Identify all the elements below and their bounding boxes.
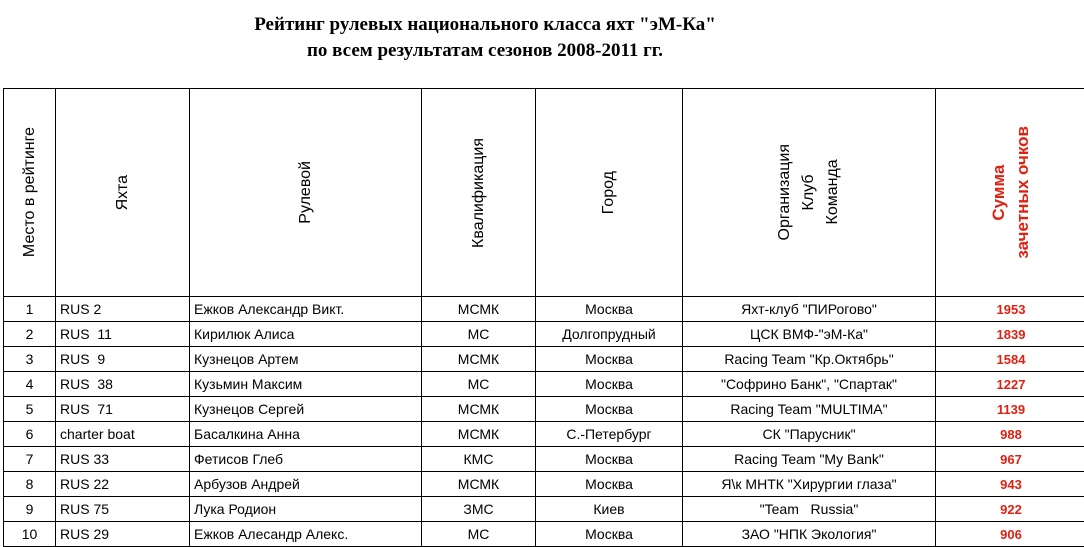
cell-points: 943: [936, 472, 1084, 497]
cell-yacht: RUS 38: [56, 372, 190, 397]
cell-yacht: RUS 33: [56, 447, 190, 472]
cell-organization: Яхт-клуб "ПИРогово": [683, 297, 936, 322]
cell-helm: Кирилюк Алиса: [190, 322, 422, 347]
cell-place: 7: [4, 447, 56, 472]
cell-qualification: МСМК: [422, 397, 536, 422]
table-row: [4, 422, 1084, 447]
document-title: Рейтинг рулевых национального класса яхт "эМ-Ка": [0, 12, 970, 38]
table-row: [4, 297, 1084, 322]
cell-place: 10: [4, 522, 56, 547]
cell-helm: Басалкина Анна: [190, 422, 422, 447]
cell-place: 8: [4, 472, 56, 497]
cell-helm: Кузнецов Артем: [190, 347, 422, 372]
cell-yacht: RUS 22: [56, 472, 190, 497]
cell-organization: Racing Team "Кр.Октябрь": [683, 347, 936, 372]
header-yacht: Яхта: [56, 89, 190, 297]
cell-city: Москва: [536, 522, 683, 547]
cell-city: Москва: [536, 347, 683, 372]
cell-organization: ЦСК ВМФ-"эМ-Ка": [683, 322, 936, 347]
cell-place: 1: [4, 297, 56, 322]
cell-place: 4: [4, 372, 56, 397]
cell-points: 967: [936, 447, 1084, 472]
cell-points: 1839: [936, 322, 1084, 347]
table-row: [4, 472, 1084, 497]
cell-points: 1584: [936, 347, 1084, 372]
cell-qualification: КМС: [422, 447, 536, 472]
cell-city: Москва: [536, 472, 683, 497]
cell-helm: Арбузов Андрей: [190, 472, 422, 497]
cell-points: 1953: [936, 297, 1084, 322]
table-row: [4, 347, 1084, 372]
cell-organization: СК "Парусник": [683, 422, 936, 447]
cell-city: С.-Петербург: [536, 422, 683, 447]
table-row: [4, 497, 1084, 522]
cell-points: 922: [936, 497, 1084, 522]
cell-qualification: МС: [422, 522, 536, 547]
table-row: [4, 447, 1084, 472]
cell-city: Долгопрудный: [536, 322, 683, 347]
cell-points: 1227: [936, 372, 1084, 397]
cell-qualification: МС: [422, 322, 536, 347]
cell-city: Москва: [536, 397, 683, 422]
cell-organization: Я\к МНТК "Хирургии глаза": [683, 472, 936, 497]
cell-city: Москва: [536, 447, 683, 472]
cell-city: Москва: [536, 297, 683, 322]
cell-qualification: МСМК: [422, 422, 536, 447]
header-qualification: Квалификация: [422, 89, 536, 297]
cell-qualification: МСМК: [422, 347, 536, 372]
header-helm: Рулевой: [190, 89, 422, 297]
cell-yacht: RUS 2: [56, 297, 190, 322]
cell-city: Киев: [536, 497, 683, 522]
cell-place: 5: [4, 397, 56, 422]
cell-organization: Racing Team "MULTIMA": [683, 397, 936, 422]
cell-yacht: RUS 75: [56, 497, 190, 522]
cell-helm: Ежков Алесандр Алекс.: [190, 522, 422, 547]
header-place: Место в рейтинге: [4, 89, 56, 297]
cell-yacht: RUS 71: [56, 397, 190, 422]
cell-yacht: RUS 11: [56, 322, 190, 347]
cell-organization: "Team Russia": [683, 497, 936, 522]
table-row: [4, 322, 1084, 347]
cell-helm: Кузьмин Максим: [190, 372, 422, 397]
cell-points: 988: [936, 422, 1084, 447]
cell-helm: Ежков Александр Викт.: [190, 297, 422, 322]
cell-yacht: RUS 9: [56, 347, 190, 372]
header-points: Сумма зачетных очков: [936, 89, 1084, 297]
cell-points: 906: [936, 522, 1084, 547]
header-row: [4, 89, 1084, 297]
cell-place: 9: [4, 497, 56, 522]
cell-qualification: МСМК: [422, 297, 536, 322]
cell-helm: Лука Родион: [190, 497, 422, 522]
cell-qualification: ЗМС: [422, 497, 536, 522]
cell-organization: "Софрино Банк", "Спартак": [683, 372, 936, 397]
cell-yacht: RUS 29: [56, 522, 190, 547]
header-city: Город: [536, 89, 683, 297]
cell-helm: Кузнецов Сергей: [190, 397, 422, 422]
cell-qualification: МСМК: [422, 472, 536, 497]
cell-qualification: МС: [422, 372, 536, 397]
cell-place: 6: [4, 422, 56, 447]
cell-city: Москва: [536, 372, 683, 397]
table-row: [4, 397, 1084, 422]
cell-helm: Фетисов Глеб: [190, 447, 422, 472]
table-row: [4, 522, 1084, 547]
cell-organization: ЗАО "НПК Экология": [683, 522, 936, 547]
cell-organization: Racing Team "My Bank": [683, 447, 936, 472]
cell-place: 3: [4, 347, 56, 372]
table-row: [4, 372, 1084, 397]
cell-points: 1139: [936, 397, 1084, 422]
cell-place: 2: [4, 322, 56, 347]
document-subtitle: по всем результатам сезонов 2008-2011 гг.: [0, 38, 970, 64]
header-organization: Организация Клуб Команда: [683, 89, 936, 297]
rating-table: [3, 88, 1084, 547]
cell-yacht: charter boat: [56, 422, 190, 447]
